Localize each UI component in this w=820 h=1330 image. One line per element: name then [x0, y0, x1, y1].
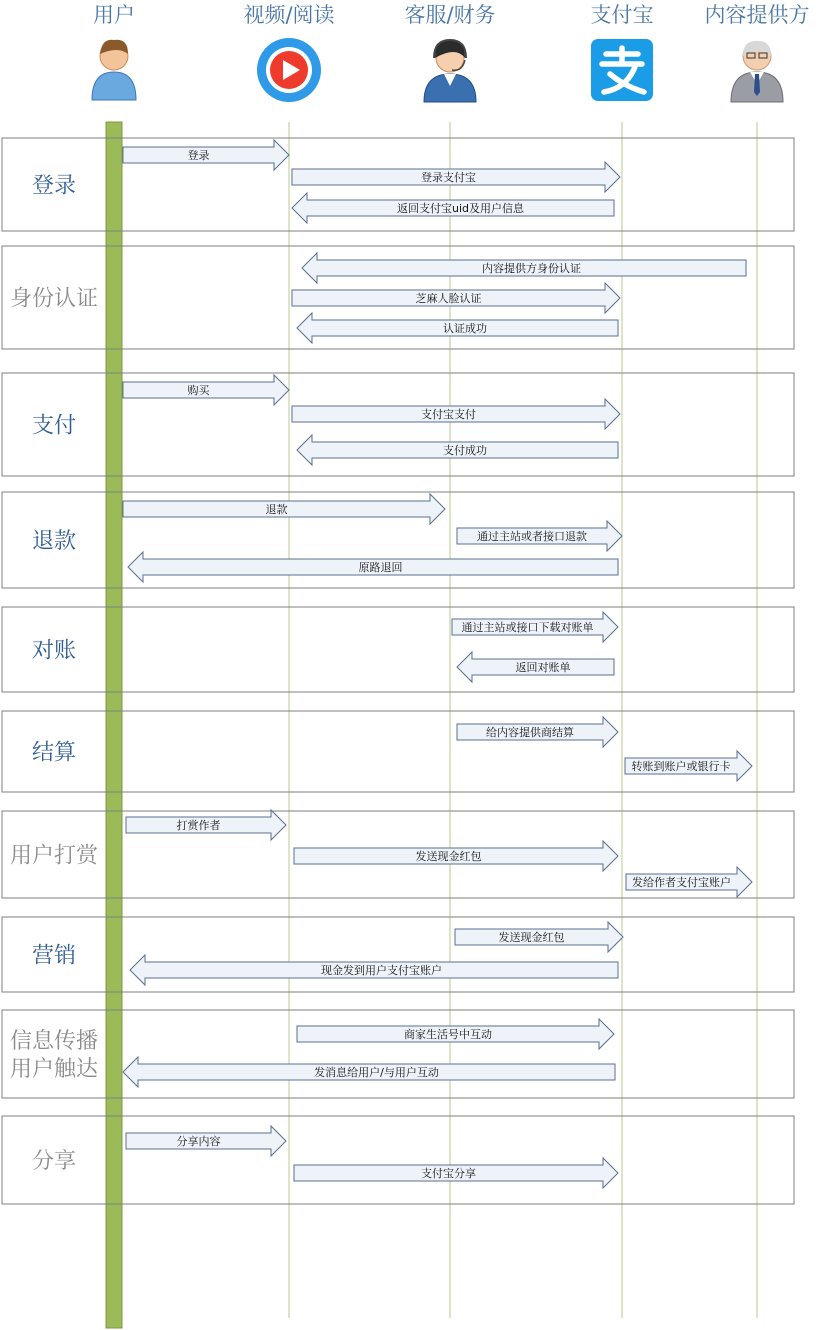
message-label: 发消息给用户/与用户互动 — [314, 1066, 439, 1079]
businessman-avatar-icon — [731, 41, 783, 102]
section-label: 结算 — [31, 740, 77, 766]
section-label: 对账 — [31, 638, 77, 664]
message-arrow — [302, 253, 746, 283]
message-label: 退款 — [265, 503, 288, 516]
message-label: 原路退回 — [358, 561, 403, 574]
message-label: 内容提供方身份认证 — [482, 262, 581, 275]
message-label: 发给作者支付宝账户 — [632, 876, 731, 889]
message-label: 支付宝支付 — [421, 408, 476, 421]
message-arrow — [126, 810, 286, 840]
message-label: 给内容提供商结算 — [486, 726, 574, 739]
section-label: 登录 — [31, 173, 77, 199]
message-arrow — [457, 521, 622, 551]
message-arrow — [457, 717, 618, 747]
message-arrow — [123, 140, 289, 170]
message-label: 打赏作者 — [176, 819, 221, 832]
actor-name-service: 客服/财务 — [404, 3, 496, 27]
message-arrow — [457, 652, 614, 682]
message-arrow — [123, 375, 289, 405]
actor-name-alipay: 支付宝 — [590, 3, 654, 27]
section-label-line: 用户触达 — [9, 1057, 99, 1082]
actor-name-provider: 内容提供方 — [704, 3, 810, 27]
message-label: 发送现金红包 — [415, 850, 482, 863]
message-arrow — [292, 193, 614, 223]
message-label: 发送现金红包 — [498, 931, 565, 944]
message-arrow — [292, 399, 620, 429]
message-arrow — [626, 867, 752, 897]
message-arrow — [452, 612, 618, 642]
message-arrow — [297, 1019, 614, 1049]
actor-name-user: 用户 — [93, 3, 135, 27]
message-arrow — [294, 841, 618, 871]
message-arrow — [625, 751, 752, 781]
user-avatar-icon — [92, 40, 136, 100]
section-label-line: 信息传播 — [9, 1029, 99, 1054]
message-label: 支付成功 — [443, 444, 487, 457]
section-label — [10, 1029, 98, 1082]
message-label: 芝麻人脸认证 — [415, 292, 482, 305]
actor-name-video: 视频/阅读 — [243, 3, 335, 27]
message-label: 返回对账单 — [515, 661, 571, 674]
message-label: 返回支付宝uid及用户信息 — [396, 202, 525, 215]
section-label: 分享 — [31, 1149, 77, 1174]
message-label: 认证成功 — [443, 322, 487, 335]
message-label: 支付宝分享 — [421, 1167, 476, 1180]
customer-service-agent-icon — [424, 40, 476, 102]
message-arrow — [292, 283, 620, 313]
message-label: 登录 — [187, 149, 210, 162]
message-label: 登录支付宝 — [421, 171, 476, 184]
section-label: 支付 — [31, 413, 77, 439]
message-arrow — [294, 1158, 618, 1188]
message-label: 购买 — [187, 384, 210, 397]
section-label: 身份认证 — [9, 286, 99, 312]
message-label: 分享内容 — [176, 1135, 221, 1148]
message-label: 转账到账户或银行卡 — [631, 760, 731, 773]
message-arrow — [128, 552, 618, 582]
message-label: 商家生活号中互动 — [404, 1028, 492, 1041]
message-label: 通过主站或接口下载对账单 — [461, 621, 594, 634]
message-label: 通过主站或者接口退款 — [477, 530, 587, 543]
message-arrow — [292, 162, 620, 192]
actor-header — [92, 3, 810, 102]
message-arrow — [455, 922, 623, 952]
play-button-icon — [257, 38, 321, 102]
message-arrow — [123, 1057, 615, 1087]
section-label: 用户打赏 — [9, 843, 99, 869]
section-label: 营销 — [31, 943, 77, 969]
message-label: 现金发到用户支付宝账户 — [321, 964, 442, 977]
message-arrow — [130, 955, 618, 985]
user-lifeline-bar — [106, 122, 122, 1328]
section-label: 退款 — [31, 529, 77, 554]
alipay-logo-icon — [591, 39, 653, 101]
message-arrow — [297, 435, 618, 465]
message-arrow — [123, 494, 445, 524]
message-arrow — [126, 1126, 286, 1156]
message-arrow — [297, 313, 618, 343]
